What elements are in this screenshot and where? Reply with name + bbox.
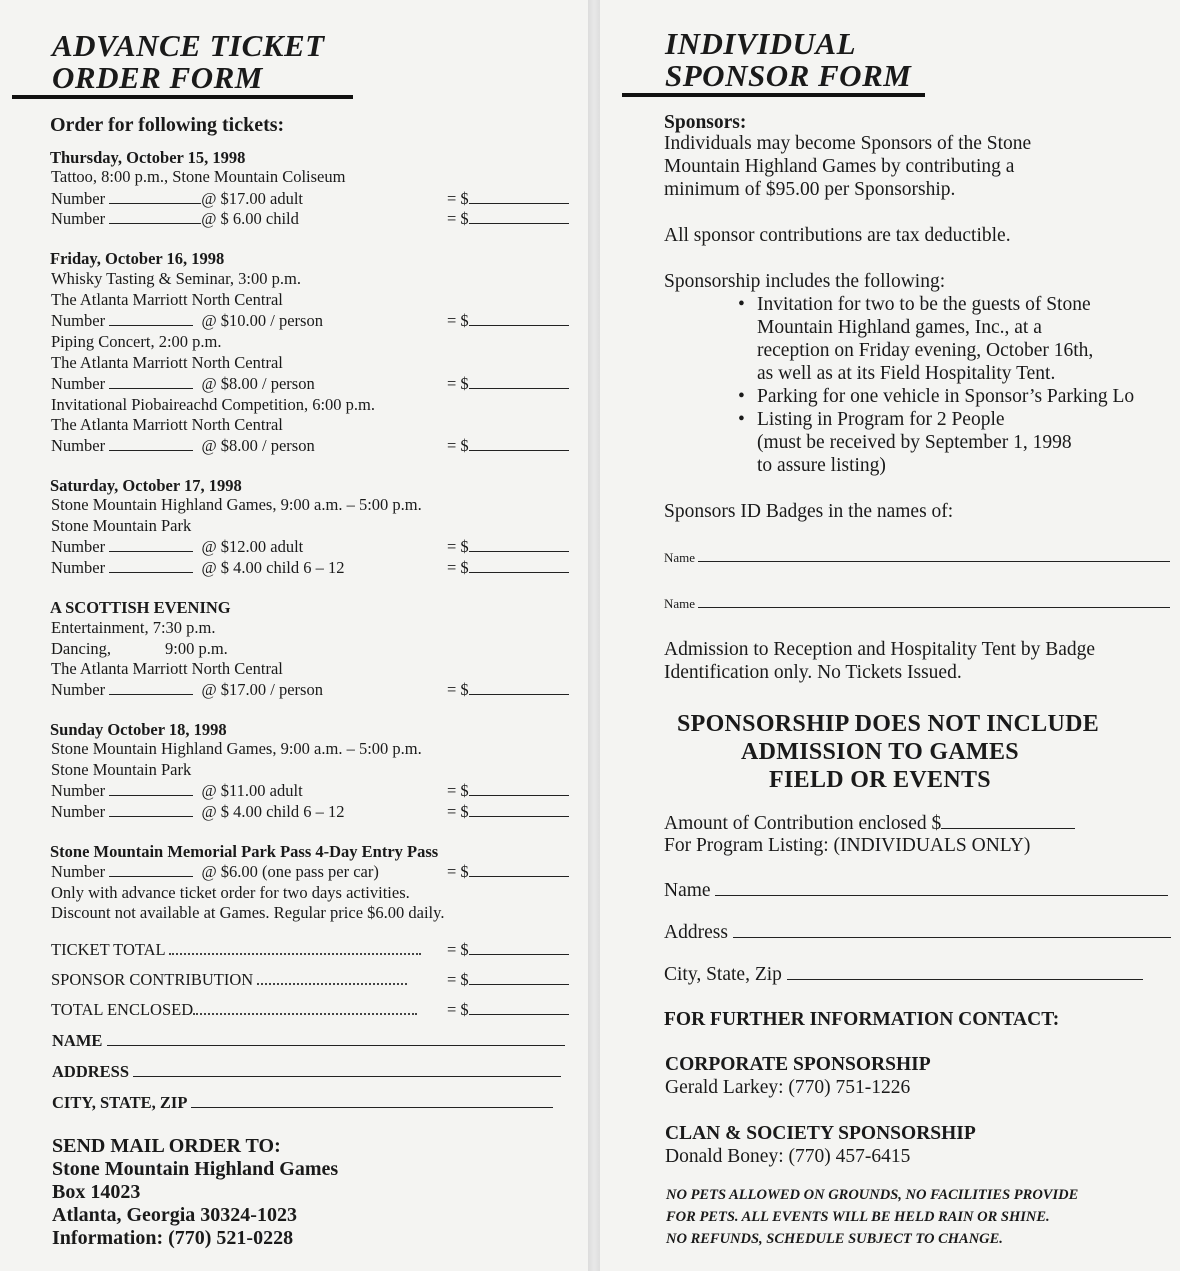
thursday-child-amount: = $ xyxy=(447,208,569,229)
dot-leader xyxy=(169,939,421,955)
address-label: ADDRESS xyxy=(52,1062,130,1081)
ticket-total-amount: = $ xyxy=(447,939,569,960)
number-label: Number xyxy=(51,537,106,556)
saturday-child-price: @ $ 4.00 child 6 – 12 xyxy=(201,558,345,577)
notice-line2: ADMISSION TO GAMES xyxy=(741,739,1019,765)
sponsor-city-row xyxy=(664,962,1143,986)
name-label: NAME xyxy=(52,1031,103,1050)
page-fold xyxy=(588,0,600,1271)
form-title-line2: ORDER FORM xyxy=(52,60,263,95)
saturday-date: Saturday, October 17, 1998 xyxy=(50,476,242,495)
pass-title: Stone Mountain Memorial Park Pass 4-Day Entry Pass xyxy=(50,842,439,861)
ticket-total-row xyxy=(51,939,421,960)
footer-line1: NO PETS ALLOWED ON GROUNDS, NO FACILITIES PROVIDE xyxy=(666,1187,1079,1203)
sunday-adult-row xyxy=(51,780,303,801)
friday-price3: @ $8.00 / person xyxy=(201,436,315,455)
sunday-adult-price: @ $11.00 adult xyxy=(201,781,303,800)
badge-name1-field[interactable] xyxy=(698,548,1170,562)
evening-entertainment: Entertainment, 7:30 p.m. xyxy=(51,618,216,637)
tax-note: All sponsor contributions are tax deductible. xyxy=(664,225,1011,246)
bullet3-line1: Listing in Program for 2 People xyxy=(757,409,1005,430)
sunday-child-row xyxy=(51,801,345,822)
friday-event2: Piping Concert, 2:00 p.m. xyxy=(51,332,222,351)
friday-qty2[interactable] xyxy=(109,373,193,389)
badge-name1-row xyxy=(664,548,1170,566)
clan-contact: Donald Boney: (770) 457-6415 xyxy=(665,1146,911,1167)
friday-price1: @ $10.00 / person xyxy=(201,311,323,330)
city-label: CITY, STATE, ZIP xyxy=(52,1093,187,1112)
evening-qty[interactable] xyxy=(109,679,193,695)
amount-blank[interactable] xyxy=(469,188,569,204)
friday-venue2: The Atlanta Marriott North Central xyxy=(51,353,283,372)
sponsor-contribution-label: SPONSOR CONTRIBUTION xyxy=(51,970,254,989)
intro-line3: minimum of $95.00 per Sponsorship. xyxy=(664,179,956,200)
pass-price: @ $6.00 (one pass per car) xyxy=(201,862,379,881)
saturday-child-amount: = $ xyxy=(447,557,569,578)
footer-line2: FOR PETS. ALL EVENTS WILL BE HELD RAIN OR SHINE. xyxy=(666,1209,1050,1225)
friday-amount2: = $ xyxy=(447,373,569,394)
badge-name2-row xyxy=(664,594,1170,612)
bullet1-line2: Mountain Highland games, Inc., at a xyxy=(757,317,1042,338)
contact-heading: FOR FURTHER INFORMATION CONTACT: xyxy=(664,1009,1060,1030)
sponsor-name-label: Name xyxy=(664,880,711,901)
thursday-child-row xyxy=(51,208,299,229)
contribution-amount-field[interactable] xyxy=(941,811,1075,829)
sunday-adult-amount: = $ xyxy=(447,780,569,801)
pass-note2: Discount not available at Games. Regular price $6.00 daily. xyxy=(51,903,445,922)
sunday-child-price: @ $ 4.00 child 6 – 12 xyxy=(201,802,345,821)
saturday-adult-qty[interactable] xyxy=(109,536,193,552)
friday-venue1: The Atlanta Marriott North Central xyxy=(51,290,283,309)
friday-qty1[interactable] xyxy=(109,310,193,326)
saturday-adult-price: @ $12.00 adult xyxy=(201,537,304,556)
sponsor-name-field[interactable] xyxy=(715,878,1168,896)
bullet3-line2: (must be received by September 1, 1998 xyxy=(757,432,1072,453)
badge-name2-field[interactable] xyxy=(698,594,1170,608)
sponsor-contribution-amount: = $ xyxy=(447,969,569,990)
amount-blank[interactable] xyxy=(469,969,569,985)
friday-row2 xyxy=(51,373,315,394)
bullet-dot: • xyxy=(738,409,745,430)
evening-dancing-time: 9:00 p.m. xyxy=(165,639,228,658)
number-label: Number xyxy=(51,209,106,228)
corporate-heading: CORPORATE SPONSORSHIP xyxy=(665,1054,931,1075)
evening-price: @ $17.00 / person xyxy=(201,680,323,699)
name-field-row xyxy=(52,1030,565,1051)
sponsor-title-line2: SPONSOR FORM xyxy=(665,58,912,93)
saturday-child-qty[interactable] xyxy=(109,557,193,573)
amount-blank[interactable] xyxy=(469,780,569,796)
amount-blank[interactable] xyxy=(469,310,569,326)
evening-row xyxy=(51,679,323,700)
thursday-date: Thursday, October 15, 1998 xyxy=(50,148,246,167)
sponsors-heading: Sponsors: xyxy=(664,112,747,133)
bullet1-line3: reception on Friday evening, October 16th, xyxy=(757,340,1094,361)
evening-venue: The Atlanta Marriott North Central xyxy=(51,659,283,678)
number-label: Number xyxy=(51,802,106,821)
number-label: Number xyxy=(51,558,106,577)
address-field[interactable] xyxy=(133,1061,561,1077)
evening-amount: = $ xyxy=(447,679,569,700)
sunday-child-qty[interactable] xyxy=(109,801,193,817)
corporate-contact: Gerald Larkey: (770) 751-1226 xyxy=(665,1077,911,1098)
total-enclosed-amount: = $ xyxy=(447,999,569,1020)
sunday-event: Stone Mountain Highland Games, 9:00 a.m. – 5:00 p.m. xyxy=(51,739,422,758)
thursday-adult-row xyxy=(51,188,303,209)
amount-blank[interactable] xyxy=(469,861,569,877)
friday-venue3: The Atlanta Marriott North Central xyxy=(51,415,283,434)
title-rule xyxy=(12,95,353,99)
friday-qty3[interactable] xyxy=(109,435,193,451)
number-label: Number xyxy=(51,781,106,800)
sponsor-contribution-row xyxy=(51,969,407,990)
admission-line2: Identification only. No Tickets Issued. xyxy=(664,662,962,683)
friday-row1 xyxy=(51,310,323,331)
amount-blank[interactable] xyxy=(469,208,569,224)
bullet2: Parking for one vehicle in Sponsor’s Parking Lo xyxy=(757,386,1135,407)
number-label: Number xyxy=(51,862,106,881)
evening-dancing-label: Dancing, xyxy=(51,639,112,658)
badge-name1-label: Name xyxy=(664,550,696,565)
friday-event1: Whisky Tasting & Seminar, 3:00 p.m. xyxy=(51,269,301,288)
footer-line3: NO REFUNDS, SCHEDULE SUBJECT TO CHANGE. xyxy=(666,1231,1003,1247)
thursday-child-qty[interactable] xyxy=(109,208,201,224)
sunday-date: Sunday October 18, 1998 xyxy=(50,720,227,739)
friday-row3 xyxy=(51,435,315,456)
mail-line2: Box 14023 xyxy=(52,1181,141,1203)
mail-line4: Information: (770) 521-0228 xyxy=(52,1227,294,1249)
program-listing: For Program Listing: (INDIVIDUALS ONLY) xyxy=(664,835,1031,856)
ticket-total-label: TICKET TOTAL xyxy=(51,940,166,959)
city-field-row xyxy=(52,1092,553,1113)
mail-line1: Stone Mountain Highland Games xyxy=(52,1158,339,1180)
amount-blank[interactable] xyxy=(469,536,569,552)
amount-label: Amount of Contribution enclosed $ xyxy=(664,813,942,834)
saturday-adult-row xyxy=(51,536,303,557)
thursday-child-price: @ $ 6.00 child xyxy=(201,209,299,228)
name-field[interactable] xyxy=(107,1030,565,1046)
saturday-venue: Stone Mountain Park xyxy=(51,516,192,535)
mail-heading: SEND MAIL ORDER TO: xyxy=(52,1135,281,1157)
sunday-adult-qty[interactable] xyxy=(109,780,193,796)
amount-blank[interactable] xyxy=(469,999,569,1015)
bullet1-line1: Invitation for two to be the guests of Stone xyxy=(757,294,1091,315)
badges-heading: Sponsors ID Badges in the names of: xyxy=(664,501,954,522)
address-field-row xyxy=(52,1061,561,1082)
admission-line1: Admission to Reception and Hospitality Tent by Badge xyxy=(664,639,1096,660)
evening-title: A SCOTTISH EVENING xyxy=(50,598,231,617)
city-field[interactable] xyxy=(191,1092,553,1108)
number-label: Number xyxy=(51,680,106,699)
thursday-adult-qty[interactable] xyxy=(109,188,201,204)
total-enclosed-row xyxy=(51,999,417,1020)
sponsor-title-rule xyxy=(622,93,925,97)
bullet-dot: • xyxy=(738,386,745,407)
thursday-adult-amount: = $ xyxy=(447,188,569,209)
friday-date: Friday, October 16, 1998 xyxy=(50,249,225,268)
dot-leader xyxy=(193,999,417,1015)
number-label: Number xyxy=(51,374,106,393)
intro-line1: Individuals may become Sponsors of the Stone xyxy=(664,133,1032,154)
amount-blank[interactable] xyxy=(469,939,569,955)
badge-name2-label: Name xyxy=(664,596,696,611)
sponsor-address-label: Address xyxy=(664,922,728,943)
thursday-event: Tattoo, 8:00 p.m., Stone Mountain Coliseum xyxy=(51,167,346,186)
pass-note1: Only with advance ticket order for two days activities. xyxy=(51,883,410,902)
sponsor-address-row xyxy=(664,920,1171,944)
pass-row xyxy=(51,861,379,882)
form-title-line1: ADVANCE TICKET xyxy=(52,28,325,63)
saturday-adult-amount: = $ xyxy=(447,536,569,557)
amount-blank[interactable] xyxy=(469,801,569,817)
friday-amount3: = $ xyxy=(447,435,569,456)
number-label: Number xyxy=(51,189,106,208)
clan-heading: CLAN & SOCIETY SPONSORSHIP xyxy=(665,1123,976,1144)
bullet1-line4: as well as at its Field Hospitality Tent. xyxy=(757,363,1056,384)
sponsor-city-field[interactable] xyxy=(787,962,1143,980)
includes-heading: Sponsorship includes the following: xyxy=(664,271,946,292)
advance-ticket-order-form xyxy=(0,0,588,1271)
individual-sponsor-form xyxy=(600,0,1180,1271)
sponsor-title-line1: INDIVIDUAL xyxy=(665,26,857,61)
total-enclosed-label: TOTAL ENCLOSED xyxy=(51,1000,194,1019)
sponsor-city-label: City, State, Zip xyxy=(664,964,782,985)
sponsor-address-field[interactable] xyxy=(733,920,1171,938)
intro-line2: Mountain Highland Games by contributing a xyxy=(664,156,1015,177)
notice-line3: FIELD OR EVENTS xyxy=(769,767,991,793)
mail-line3: Atlanta, Georgia 30324-1023 xyxy=(52,1204,297,1226)
friday-amount1: = $ xyxy=(447,310,569,331)
saturday-event: Stone Mountain Highland Games, 9:00 a.m. – 5:00 p.m. xyxy=(51,495,422,514)
sunday-venue: Stone Mountain Park xyxy=(51,760,192,779)
friday-event3: Invitational Piobaireachd Competition, 6:00 p.m. xyxy=(51,395,375,414)
dot-leader xyxy=(257,969,407,985)
amount-blank[interactable] xyxy=(469,557,569,573)
number-label: Number xyxy=(51,436,106,455)
order-heading: Order for following tickets: xyxy=(50,114,285,136)
bullet-dot: • xyxy=(738,294,745,315)
bullet3-line3: to assure listing) xyxy=(757,455,886,476)
saturday-child-row xyxy=(51,557,345,578)
sponsor-name-row xyxy=(664,878,1168,902)
amount-row xyxy=(664,811,1075,835)
pass-amount: = $ xyxy=(447,861,569,882)
number-label: Number xyxy=(51,311,106,330)
amount-blank[interactable] xyxy=(469,435,569,451)
thursday-adult-price: @ $17.00 adult xyxy=(201,189,304,208)
amount-blank[interactable] xyxy=(469,373,569,389)
notice-line1: SPONSORSHIP DOES NOT INCLUDE xyxy=(676,711,1100,737)
sunday-child-amount: = $ xyxy=(447,801,569,822)
amount-blank[interactable] xyxy=(469,679,569,695)
friday-price2: @ $8.00 / person xyxy=(201,374,315,393)
pass-qty[interactable] xyxy=(109,861,193,877)
